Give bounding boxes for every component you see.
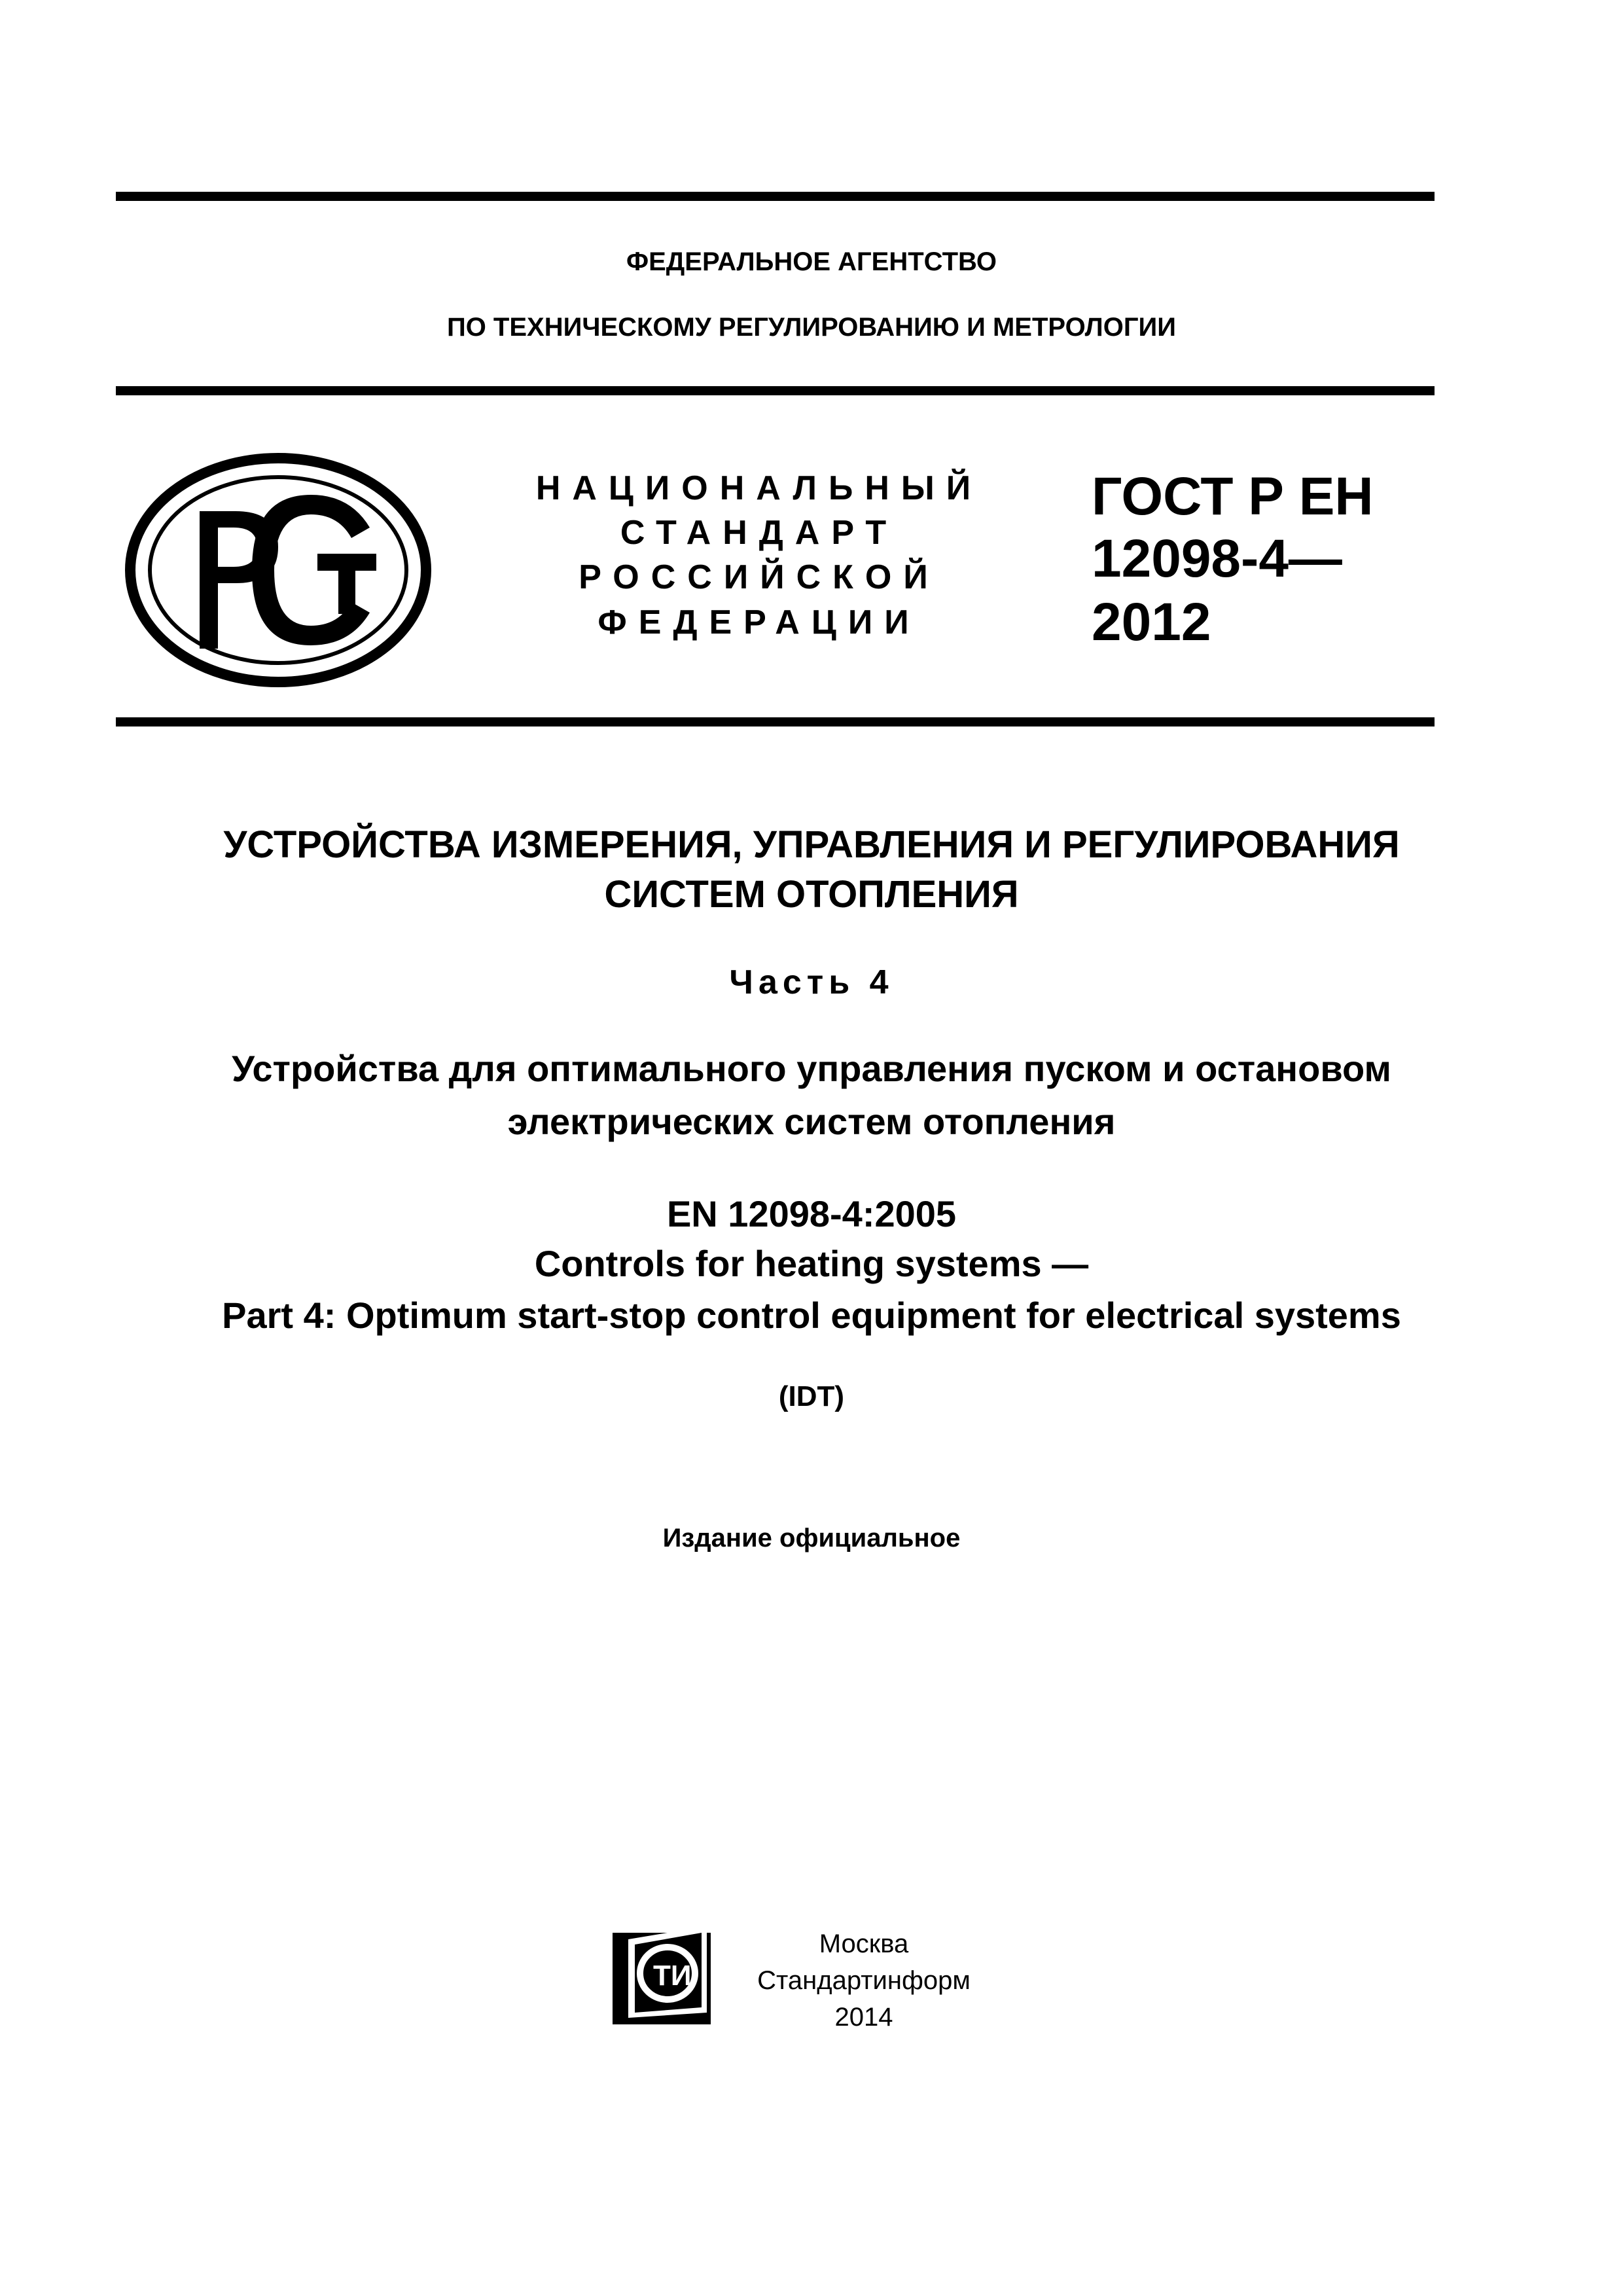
gost-designation-line-2: 12098-4— bbox=[1092, 529, 1342, 588]
svg-text:ТИ: ТИ bbox=[653, 1960, 692, 1992]
national-standard-line-1: НАЦИОНАЛЬНЫЙ bbox=[535, 469, 983, 507]
header-divider-rule bbox=[116, 386, 1435, 395]
gost-designation-line-3: 2012 bbox=[1092, 592, 1211, 652]
edition-label: Издание официальное bbox=[662, 1524, 961, 1552]
title-line-2: СИСТЕМ ОТОПЛЕНИЯ bbox=[604, 873, 1019, 916]
subtitle-line-1: Устройства для оптимального управления пуском и остановом bbox=[232, 1048, 1391, 1089]
publisher-year: 2014 bbox=[834, 2003, 893, 2032]
identity-degree: (IDT) bbox=[778, 1380, 845, 1412]
agency-line-2: ПО ТЕХНИЧЕСКОМУ РЕГУЛИРОВАНИЮ И МЕТРОЛОГИИ bbox=[446, 313, 1177, 342]
rst-logo-icon bbox=[121, 449, 435, 691]
part-number: Часть 4 bbox=[729, 963, 894, 1001]
top-rule bbox=[116, 192, 1435, 201]
subtitle-line-2: электрических систем отопления bbox=[507, 1101, 1116, 1142]
national-standard-line-3: РОССИЙСКОЙ bbox=[579, 558, 940, 596]
en-title-line-2: Part 4: Optimum start-stop control equipment for electrical systems bbox=[222, 1295, 1401, 1336]
publisher-name: Стандартинформ bbox=[757, 1966, 971, 1995]
en-standard-number: EN 12098-4:2005 bbox=[666, 1193, 957, 1234]
gost-designation-line-1: ГОСТ Р ЕН bbox=[1092, 467, 1374, 526]
standard-divider-rule bbox=[116, 717, 1435, 726]
publisher-city: Москва bbox=[819, 1929, 909, 1958]
title-line-1: УСТРОЙСТВА ИЗМЕРЕНИЯ, УПРАВЛЕНИЯ И РЕГУЛИРОВАНИЯ bbox=[223, 823, 1400, 866]
agency-line-1: ФЕДЕРАЛЬНОЕ АГЕНТСТВО bbox=[626, 247, 997, 276]
stdinform-logo-icon bbox=[609, 1921, 720, 2029]
en-title-line-1: Controls for heating systems — bbox=[534, 1243, 1089, 1284]
national-standard-line-4: ФЕДЕРАЦИИ bbox=[597, 603, 921, 641]
national-standard-line-2: СТАНДАРТ bbox=[620, 514, 899, 552]
